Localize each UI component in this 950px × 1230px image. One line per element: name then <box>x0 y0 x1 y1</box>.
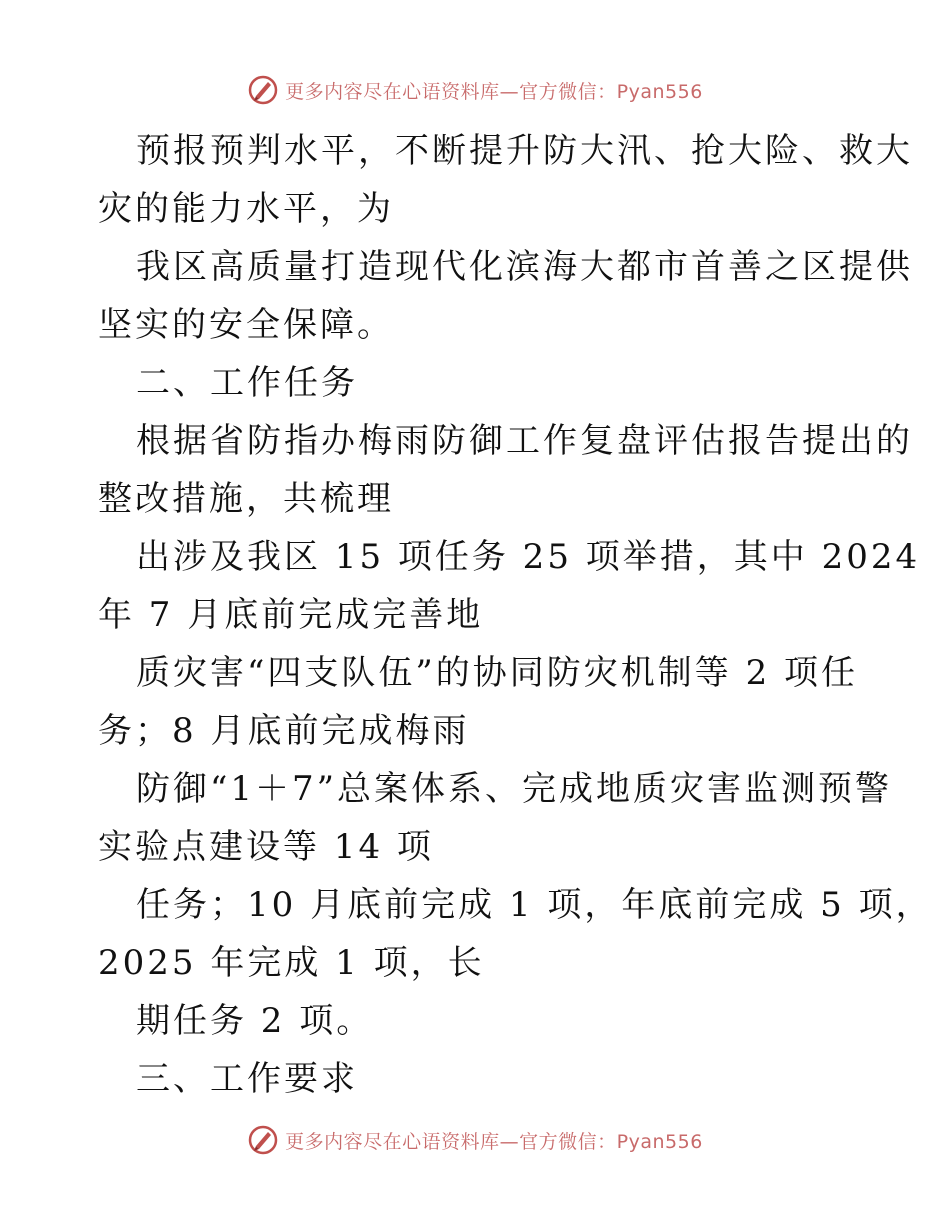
paragraph-line: 预报预判水平，不断提升防大汛、抢大险、救大 <box>136 131 913 171</box>
paragraph-line: 期任务 2 项。 <box>136 1001 374 1041</box>
paragraph-line: 质灾害“四支队伍”的协同防灾机制等 2 项任 <box>136 653 859 693</box>
paragraph-line: 年 7 月底前完成完善地 <box>98 595 484 635</box>
watermark-text: 更多内容尽在心语资料库—官方微信：Pyan556 <box>285 1130 703 1153</box>
section-heading: 二、工作任务 <box>136 363 358 403</box>
paragraph-line: 防御“1＋7”总案体系、完成地质灾害监测预警 <box>136 769 893 809</box>
paragraph-line: 根据省防指办梅雨防御工作复盘评估报告提出的 <box>136 421 913 461</box>
paragraph-line: 我区高质量打造现代化滨海大都市首善之区提供 <box>136 247 913 287</box>
paragraph-line: 2025 年完成 1 项，长 <box>98 943 485 983</box>
paragraph-line: 灾的能力水平，为 <box>98 189 394 229</box>
header-watermark <box>0 70 950 110</box>
section-heading: 三、工作要求 <box>136 1059 358 1099</box>
paragraph-line: 实验点建设等 14 项 <box>98 827 434 867</box>
paragraph-line: 整改措施，共梳理 <box>98 479 394 519</box>
logo-icon <box>247 74 279 106</box>
paragraph-line: 务；8 月底前完成梅雨 <box>98 711 470 751</box>
logo-icon <box>247 1124 279 1156</box>
paragraph-line: 出涉及我区 15 项任务 25 项举措，其中 2024 <box>136 537 921 577</box>
watermark-text: 更多内容尽在心语资料库—官方微信：Pyan556 <box>285 80 703 103</box>
paragraph-line: 坚实的安全保障。 <box>98 305 394 345</box>
paragraph-line: 任务；10 月底前完成 1 项，年底前完成 5 项， <box>136 885 933 925</box>
footer-watermark <box>0 1120 950 1160</box>
